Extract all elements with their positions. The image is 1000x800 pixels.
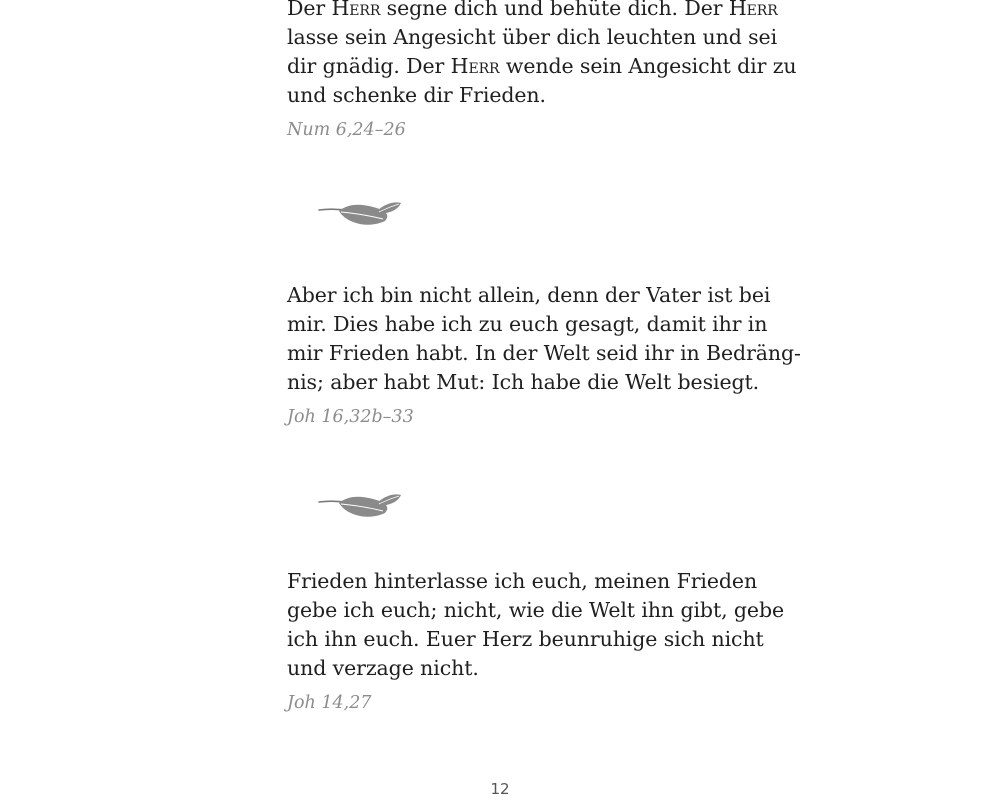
divine-name: Herr	[331, 0, 381, 20]
verse-reference: Num 6,24–26	[287, 120, 406, 140]
verse-reference: Joh 16,32b–33	[287, 407, 414, 427]
verse-block-2	[287, 281, 801, 429]
verse-line: dir gnädig. Der Herr wende sein Angesicht dir zu	[287, 54, 797, 78]
verse-block-1	[287, 0, 797, 142]
verse-line: und schenke dir Frieden.	[287, 83, 546, 107]
verse-line: ich ihn euch. Euer Herz beunruhige sich nicht	[287, 627, 764, 651]
verse-text	[287, 0, 797, 110]
verse-line: nis; aber habt Mut: Ich habe die Welt besiegt.	[287, 370, 760, 394]
verse-block-3	[287, 567, 785, 715]
verse-reference: Joh 14,27	[287, 693, 372, 713]
verse-line: gebe ich euch; nicht, wie die Welt ihn gibt, gebe	[287, 598, 785, 622]
verse-line: Aber ich bin nicht allein, denn der Vater ist bei	[287, 283, 771, 307]
verse-line: und verzage nicht.	[287, 656, 479, 680]
feather-icon	[317, 198, 403, 232]
page-number: 12	[490, 780, 510, 798]
feather-icon	[317, 490, 403, 524]
feather-shape	[319, 494, 401, 516]
verse-line: lasse sein Angesicht über dich leuchten und sei	[287, 25, 778, 49]
divine-name: Herr	[728, 0, 778, 20]
verse-line: mir. Dies habe ich zu euch gesagt, damit ihr in	[287, 312, 768, 336]
verse-line: mir Frieden habt. In der Welt seid ihr in Bedräng-	[287, 341, 801, 365]
feather-shape	[319, 202, 401, 224]
verse-line: Der Herr segne dich und behüte dich. Der Herr	[287, 0, 747, 23]
verse-text	[287, 281, 801, 397]
divine-name: Herr	[450, 54, 500, 78]
verse-text	[287, 567, 785, 683]
document-page	[287, 0, 801, 800]
verse-line: Frieden hinterlasse ich euch, meinen Frieden	[287, 569, 758, 593]
